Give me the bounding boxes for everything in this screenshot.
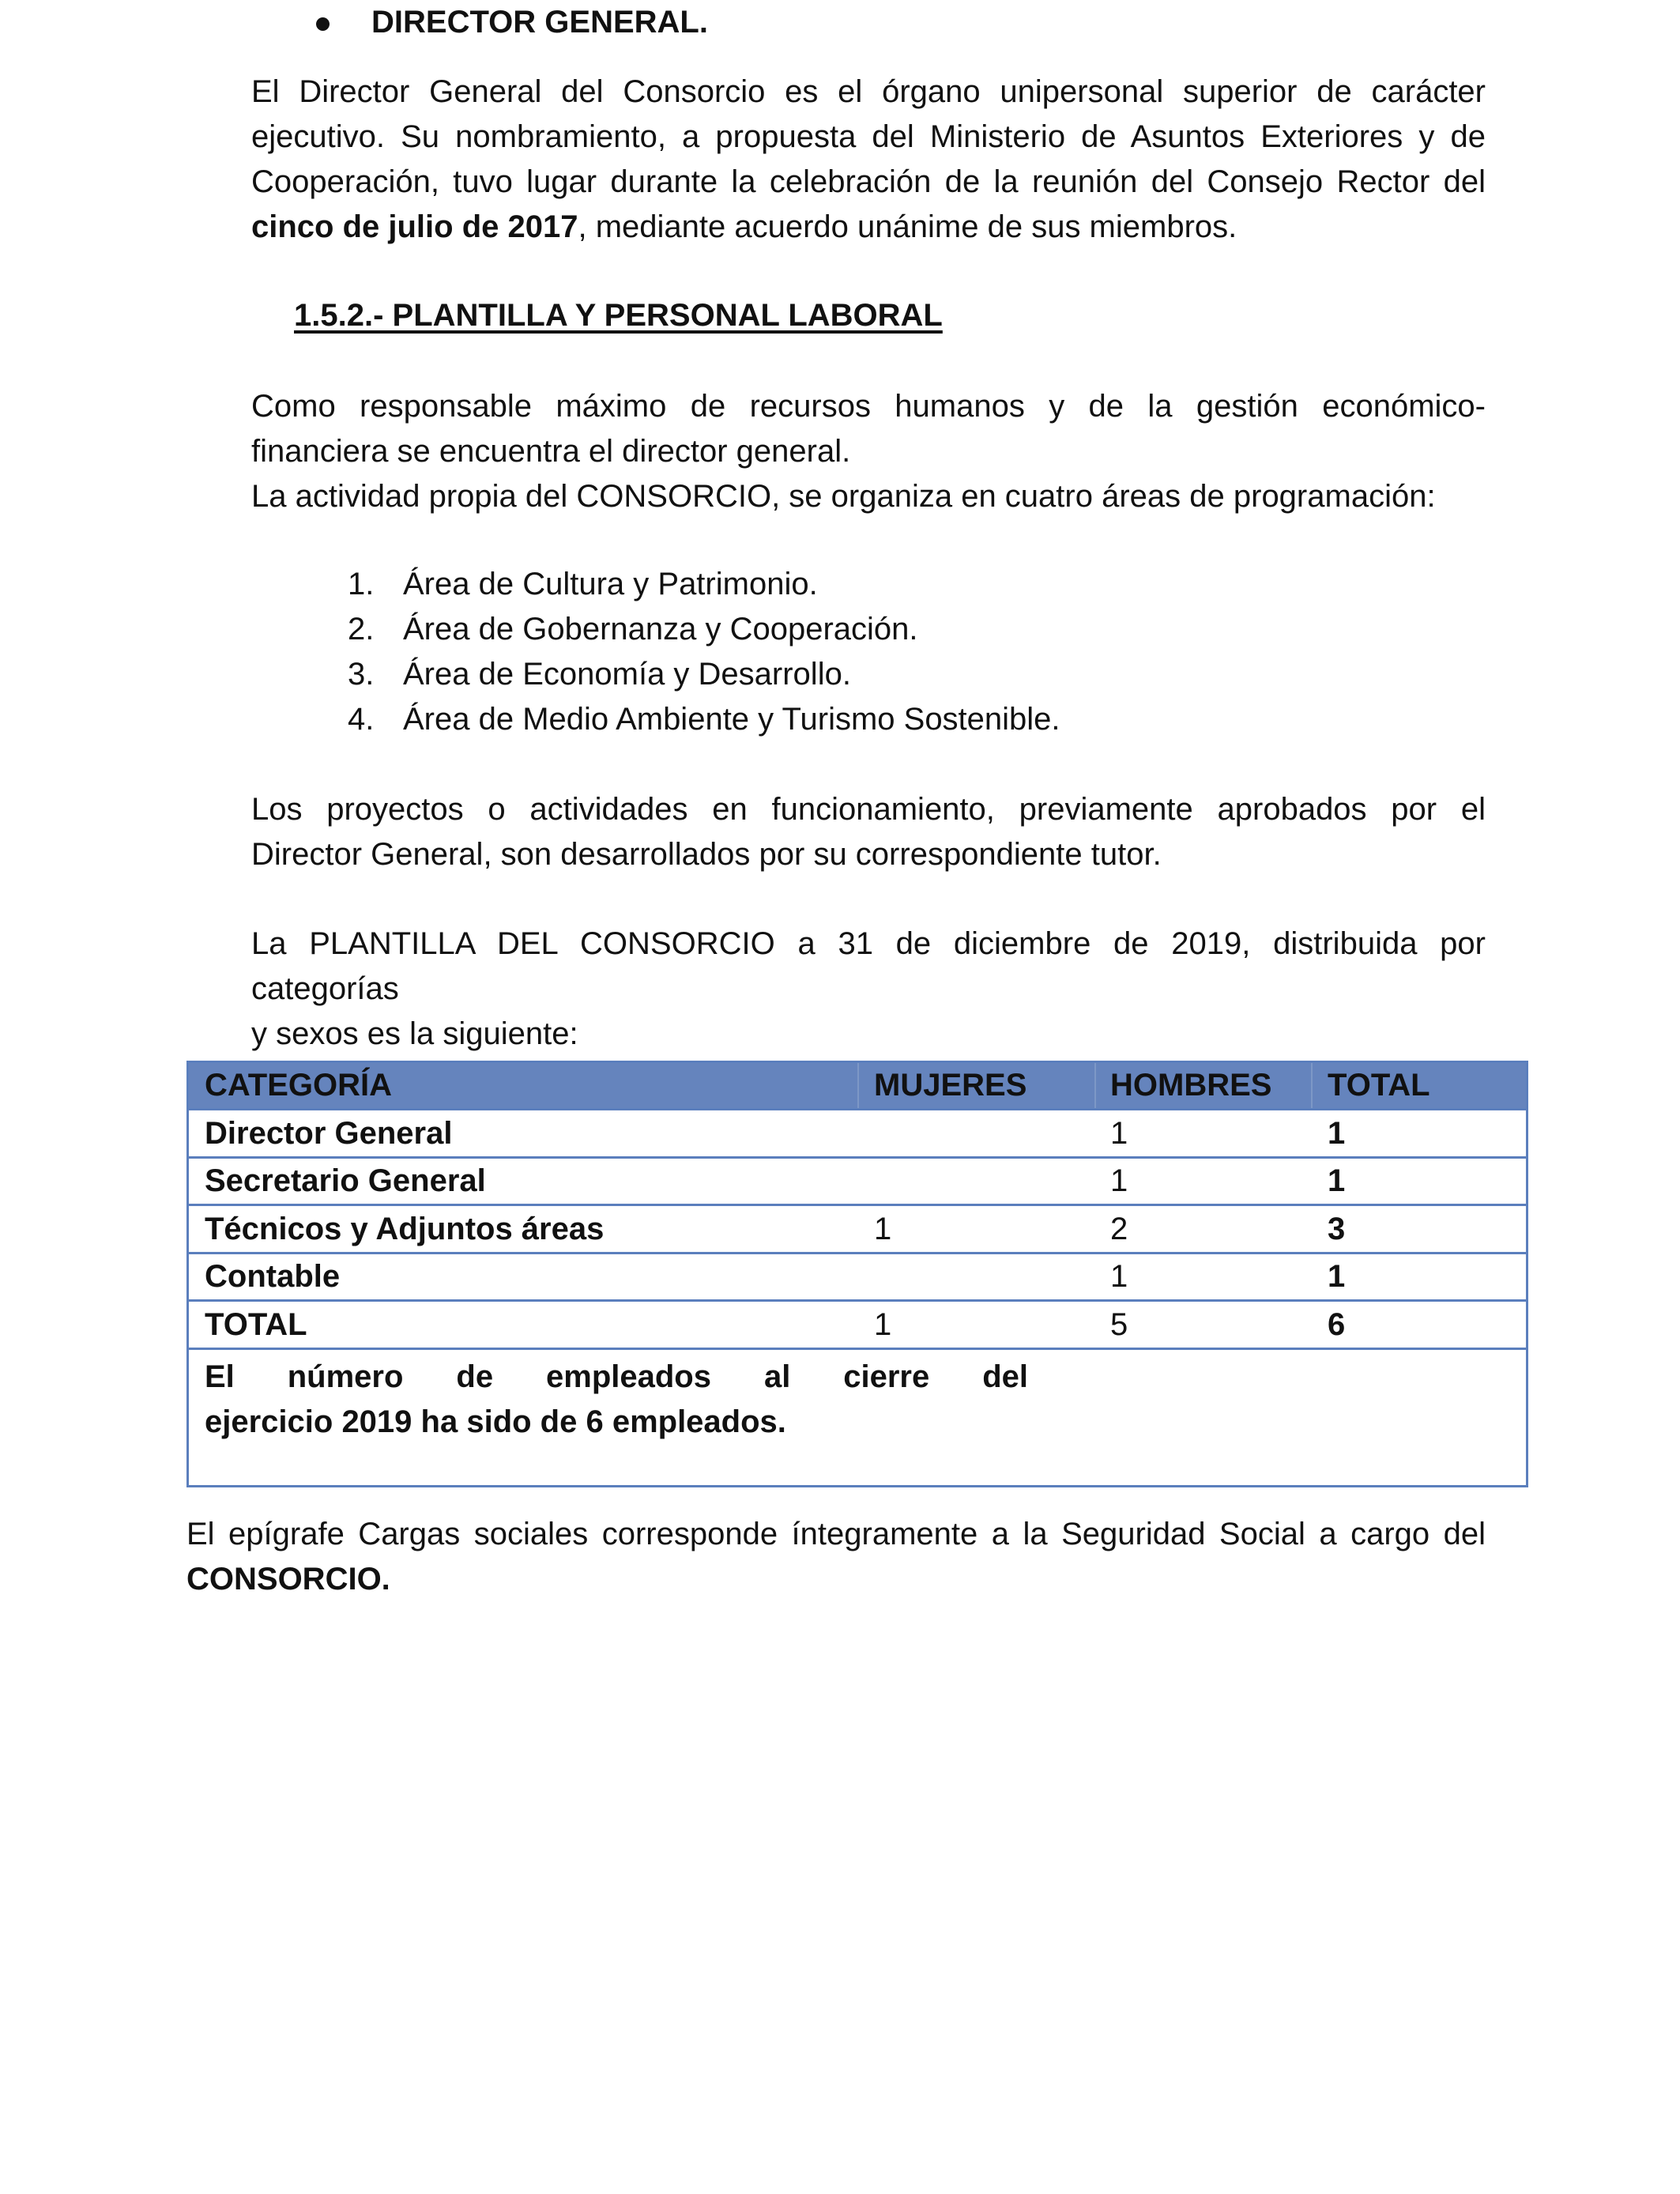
column-divider [857, 1063, 859, 1108]
column-divider [1311, 1063, 1313, 1108]
cell-total: 3 [1328, 1211, 1346, 1246]
cell-mujeres: 1 [874, 1211, 892, 1246]
cell-hombres: 1 [1110, 1259, 1128, 1294]
projects-paragraph [251, 787, 1486, 877]
table-row [189, 1206, 1526, 1254]
cell-total: 6 [1328, 1306, 1346, 1342]
cell-categoria: Contable [205, 1259, 341, 1294]
cell-hombres: 5 [1110, 1306, 1128, 1342]
list-item-number: 4. [348, 702, 375, 737]
cell-total: 1 [1328, 1115, 1346, 1151]
projects-line-1: Los proyectos o actividades en funcionamiento, previamente aprobados por el [251, 792, 1486, 827]
header-categoria: CATEGORÍA [205, 1068, 393, 1103]
table-total-row [189, 1302, 1526, 1350]
header-total: TOTAL [1328, 1068, 1430, 1103]
cell-hombres: 2 [1110, 1211, 1128, 1246]
responsible-line-3: La actividad propia del CONSORCIO, se organiza en cuatro áreas de programación: [251, 479, 1436, 514]
responsible-line-2: financiera se encuentra el director general. [251, 434, 851, 469]
table-header-row [189, 1063, 1526, 1110]
responsible-line-1: Como responsable máximo de recursos humanos y de la gestión económico- [251, 389, 1486, 424]
plantilla-line-1: La PLANTILLA DEL CONSORCIO a 31 de diciembre de 2019, distribuida por categorías [251, 926, 1486, 1006]
intro-line-4 [251, 205, 1486, 250]
bullet-icon [316, 17, 330, 31]
column-divider [1094, 1063, 1096, 1108]
intro-date: cinco de julio de 2017 [251, 209, 578, 244]
table-row [189, 1254, 1526, 1302]
table-row [189, 1159, 1526, 1206]
intro-line-2: ejecutivo. Su nombramiento, a propuesta del Ministerio de Asuntos Exteriores y de [251, 119, 1486, 154]
list-item-label: Área de Economía y Desarrollo. [403, 657, 851, 692]
cell-categoria: Director General [205, 1115, 453, 1151]
staff-table [186, 1061, 1528, 1487]
responsible-paragraph [251, 384, 1486, 519]
cell-mujeres: 1 [874, 1306, 892, 1342]
list-item-label: Área de Medio Ambiente y Turismo Sostenible. [403, 702, 1060, 737]
table-note-line-1: El número de empleados al cierre del [205, 1359, 1028, 1394]
footer-paragraph [186, 1512, 1486, 1602]
header-hombres: HOMBRES [1110, 1068, 1272, 1103]
plantilla-paragraph [251, 922, 1486, 1057]
list-item-label: Área de Gobernanza y Cooperación. [403, 612, 918, 647]
intro-paragraph [251, 70, 1486, 250]
cell-hombres: 1 [1110, 1163, 1128, 1198]
table-note [205, 1355, 1028, 1445]
footer-line-2: CONSORCIO. [186, 1562, 390, 1596]
table-row [189, 1110, 1526, 1159]
cell-categoria: Técnicos y Adjuntos áreas [205, 1211, 605, 1246]
intro-line-4-rest: , mediante acuerdo unánime de sus miembros. [578, 209, 1237, 244]
cell-hombres: 1 [1110, 1115, 1128, 1151]
list-item-number: 2. [348, 612, 375, 647]
section-heading: 1.5.2.- PLANTILLA Y PERSONAL LABORAL [294, 298, 943, 333]
cell-total: 1 [1328, 1163, 1346, 1198]
list-item-number: 3. [348, 657, 375, 692]
table-note-row [189, 1350, 1526, 1485]
cell-categoria: TOTAL [205, 1306, 307, 1342]
header-mujeres: MUJERES [874, 1068, 1027, 1103]
director-bullet-title: DIRECTOR GENERAL. [371, 5, 708, 40]
plantilla-line-2: y sexos es la siguiente: [251, 1016, 578, 1051]
cell-total: 1 [1328, 1259, 1346, 1294]
intro-line-3: Cooperación, tuvo lugar durante la celebración de la reunión del Consejo Rector del [251, 164, 1486, 199]
projects-line-2: Director General, son desarrollados por su correspondiente tutor. [251, 837, 1162, 872]
cell-categoria: Secretario General [205, 1163, 486, 1198]
list-item-label: Área de Cultura y Patrimonio. [403, 567, 818, 601]
footer-line-1: El epígrafe Cargas sociales corresponde íntegramente a la Seguridad Social a cargo del [186, 1517, 1486, 1551]
intro-line-1: El Director General del Consorcio es el órgano unipersonal superior de carácter [251, 74, 1486, 109]
table-note-line-2: ejercicio 2019 ha sido de 6 empleados. [205, 1404, 786, 1439]
list-item-number: 1. [348, 567, 375, 601]
